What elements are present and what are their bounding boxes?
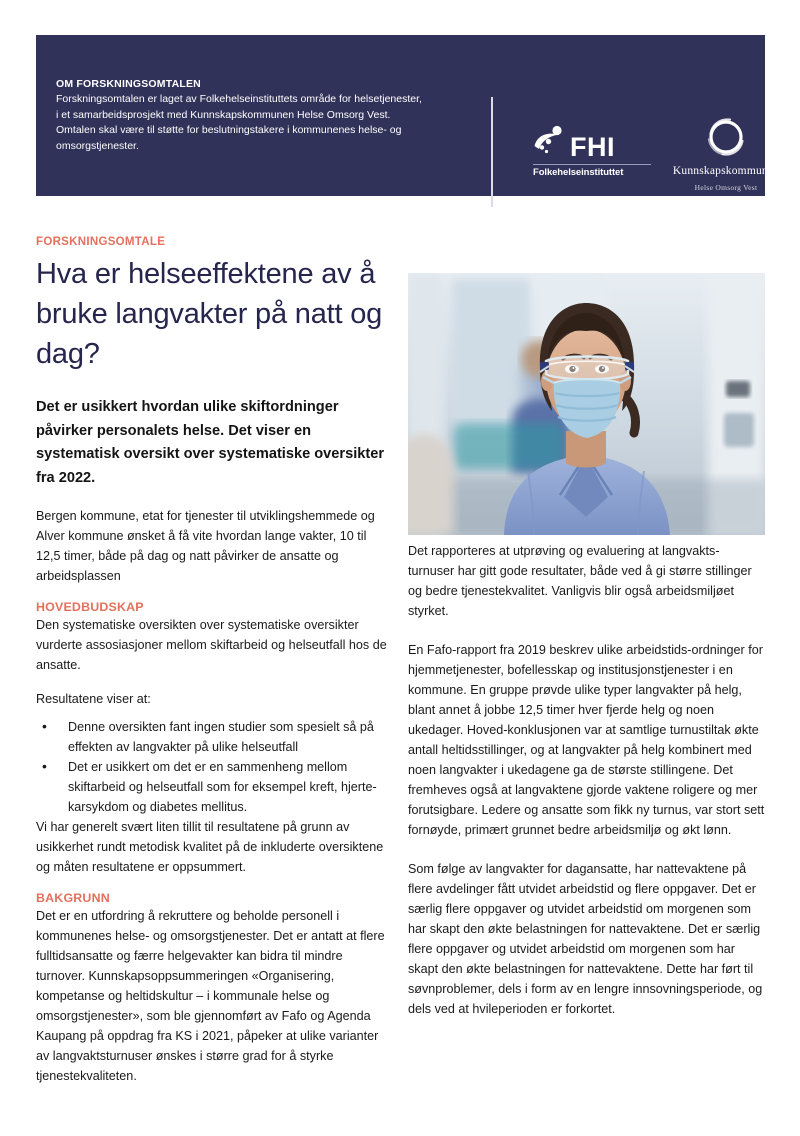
right-paragraph-1: Det rapporteres at utprøving og evaluering at langvakts-turnuser har gitt gode resultater, både ved å gi større stillinger og bedre tjenestekvalitet. Vanligvis blir også arbeidsmiljøet styrket.: [408, 544, 752, 618]
section-heading-bakgrunn: BAKGRUNN: [36, 891, 110, 905]
kunnskapskommunen-tagline: Helse Omsorg Vest: [694, 183, 758, 192]
section-heading-hovedbudskap: HOVEDBUDSKAP: [36, 600, 144, 614]
results-intro: Resultatene viser at:: [36, 692, 151, 706]
fhi-logo-rule: [533, 164, 651, 165]
article-kicker: FORSKNINGSOMTALE: [36, 236, 166, 248]
brushed-ring-icon: [704, 115, 748, 159]
fhi-wordmark: FHI: [570, 132, 615, 162]
bakgrunn-paragraph: Det er en utfordring å rekruttere og beholde personell i kommunenes helse- og omsorgstjenester. Det er antatt at flere fulltidsansatte og færre helgevakter kan bidra til mindre turnover. Kunnskapsoppsummeringen «Organisering, kompetanse og heltidskultur – i kommunale helse og omsorgstjenester», som ble gjennomført av Fafo og Agenda Kaupang på oppdrag fra KS i 2021, påpeker at ulike varianter av langvaktsturnuser ønskes i større grad for å styrke tjenestekvaliteten.: [36, 909, 385, 1083]
header-text-block: [36, 77, 456, 155]
results-bullet-list: [36, 717, 392, 817]
kunnskapskommunen-name: Kunnskapskommunen: [672, 165, 780, 177]
lede-paragraph: Det er usikkert hvordan ulike skiftordninger påvirker personalets helse. Det viser en systematisk oversikt over systematiske oversikter fra 2022.: [36, 399, 385, 486]
header-banner: [36, 35, 780, 196]
fhi-figure-icon: [533, 125, 567, 161]
list-item: • Denne oversikten fant ingen studier som spesielt så på effekten av langvakter på ulike helseutfall: [36, 717, 392, 757]
right-column: [408, 541, 765, 1038]
fhi-logo: [533, 123, 653, 181]
page-title: Hva er helseeffektene av å bruke langvakter på natt og dag?: [36, 258, 383, 370]
right-paragraph-3: Som følge av langvakter for dagansatte, har nattevaktene på flere avdelinger fått utvidet arbeidstid og flere oppgaver. Det er særlig flere oppgaver og utvidet arbeidstid om morgenen som har skapt den økte belastningen for nattevaktene. Det er særlig flere oppgaver og utvidet arbeidstid om morgenen som har skapt den økte belastningen for nattevaktene. Dette har ført til søvnproblemer, dels i form av en lengre innsovningsperiode, og dels ved at hvileperioden er forkortet.: [408, 862, 763, 1016]
left-column: [36, 236, 392, 1100]
header-vertical-divider: [491, 97, 493, 207]
article-photo: [408, 273, 765, 535]
fhi-subtitle: Folkehelseinstituttet: [533, 167, 624, 178]
hovedbudskap-paragraph: Den systematiske oversikten over systematiske oversikter vurderte assosiasjoner mellom skiftarbeid og helseutfall hos de ansatte.: [36, 618, 387, 672]
header-kicker: OM FORSKNINGSOMTALEN: [56, 77, 201, 90]
right-paragraph-2: En Fafo-rapport fra 2019 beskrev ulike arbeidstids-ordninger for hjemmetjenester, bofellesskap og institusjonstjenester i en kommune. En gruppe prøvde ulike typer langvakter på helg, blant annet å jobbe 12,5 timer hver fjerde helg og noen ukedager. Hoved-konklusjonen var at samtlige turnustiltak økte antall heltidsstillinger, og at langvakter på helg kombinert med noen langvakter i ukedagene ga de største stillingene. Det fremheves også at langvaktene gjorde vaktene roligere og mer forutsigbare. Ledere og ansatte som fikk ny turnus, var stort sett fornøyde, primært grunnet bedre arbeidsmiljø og økt lønn.: [408, 643, 765, 837]
header-description: Forskningsomtalen er laget av Folkehelseinstituttets område for helsetjenester, i et samarbeidsprosjekt med Kunnskapskommunen Helse Omsorg Vest. Omtalen skal være til støtte for beslutningstakere i kommunenes helse- og omsorgstjenester.: [56, 93, 422, 152]
list-item: • Det er usikkert om det er en sammenheng mellom skiftarbeid og helseutfall som for eksempel kreft, hjerte-karsykdom og diabetes mellitus.: [36, 757, 392, 817]
kunnskapskommunen-logo: [656, 115, 796, 192]
hovedbudskap-closing: Vi har generelt svært liten tillit til resultatene på grunn av usikkerhet rundt metodisk kvalitet på de inkluderte oversiktene og måten resultatene er oppsummert.: [36, 820, 384, 874]
intro-paragraph: Bergen kommune, etat for tjenester til utviklingshemmede og Alver kommune ønsket å få vite hvordan lange vakter, 10 til 12,5 timer, både på dag og natt påvirker de ansatte og arbeidsplassen: [36, 509, 375, 583]
